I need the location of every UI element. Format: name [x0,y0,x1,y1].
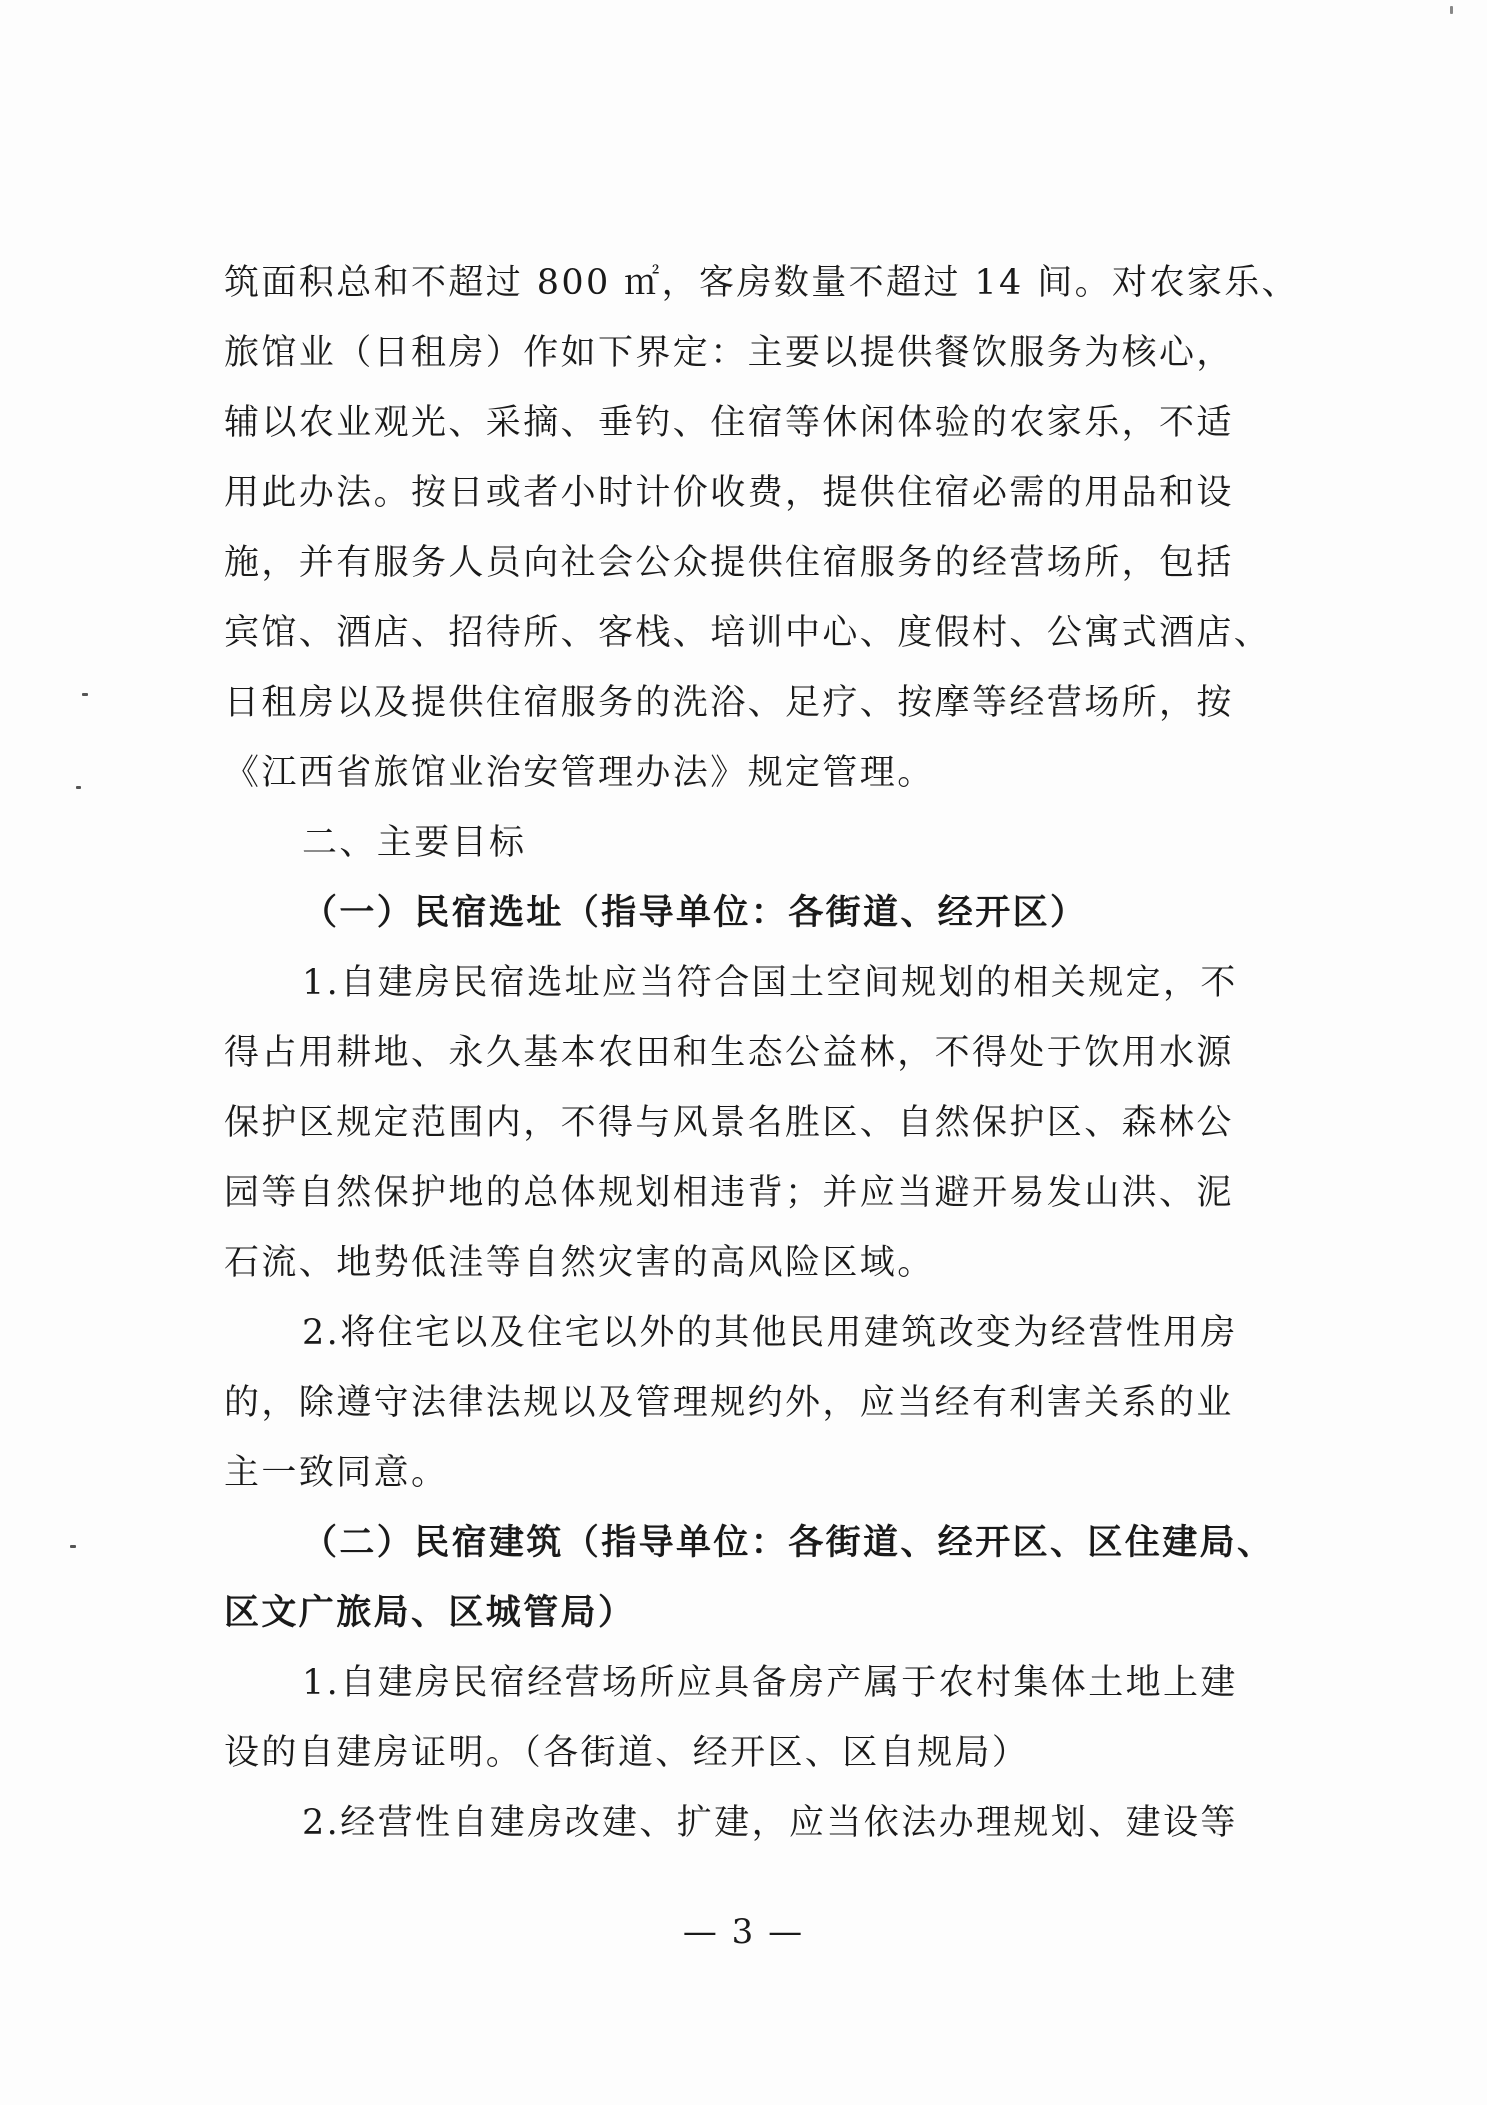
text-line: 主一致同意。 [224,1453,449,1493]
text-line: 筑面积总和不超过 800 ㎡，客房数量不超过 14 间。对农家乐、 [224,263,1300,303]
section-heading: 二、主要目标 [302,823,527,863]
text-line: 施，并有服务人员向社会公众提供住宿服务的经营场所，包括 [224,543,1234,583]
text-line: 辅以农业观光、采摘、垂钓、住宿等休闲体验的农家乐，不适 [224,403,1234,443]
text-line: 的，除遵守法律法规以及管理规约外，应当经有利害关系的业 [224,1383,1234,1423]
subsection-heading: 区文广旅局、区城管局） [224,1592,636,1633]
scan-speck [1450,6,1453,14]
text-line: 1.自建房民宿选址应当符合国土空间规划的相关规定，不 [302,963,1238,1003]
text-line: 设的自建房证明。（各街道、经开区、区自规局） [224,1733,1030,1773]
subsection-heading: （一）民宿选址（指导单位：各街道、经开区） [302,892,1088,933]
text-line: 2.经营性自建房改建、扩建，应当依法办理规划、建设等 [302,1803,1238,1843]
text-line: 1.自建房民宿经营场所应具备房产属于农村集体土地上建 [302,1663,1238,1703]
page-number: — 3 — [682,1912,805,1952]
scan-speck [82,693,88,696]
scan-speck [76,786,81,789]
text-line: 2.将住宅以及住宅以外的其他民用建筑改变为经营性用房 [302,1313,1238,1353]
subsection-heading: （二）民宿建筑（指导单位：各街道、经开区、区住建局、 [302,1522,1275,1563]
text-line: 得占用耕地、永久基本农田和生态公益林，不得处于饮用水源 [224,1033,1234,1073]
document-body [224,248,1300,1858]
text-line: 旅馆业（日租房）作如下界定：主要以提供餐饮服务为核心， [224,333,1234,373]
text-line: 园等自然保护地的总体规划相违背；并应当避开易发山洪、泥 [224,1173,1234,1213]
text-line: 日租房以及提供住宿服务的洗浴、足疗、按摩等经营场所，按 [224,683,1234,723]
text-line: 宾馆、酒店、招待所、客栈、培训中心、度假村、公寓式酒店、 [224,613,1272,653]
text-line: 石流、地势低洼等自然灾害的高风险区域。 [224,1243,935,1283]
text-line: 保护区规定范围内，不得与风景名胜区、自然保护区、森林公 [224,1103,1234,1143]
scan-speck [70,1545,76,1548]
text-line: 用此办法。按日或者小时计价收费，提供住宿必需的用品和设 [224,473,1234,513]
text-line: 《江西省旅馆业治安管理办法》规定管理。 [224,753,935,793]
